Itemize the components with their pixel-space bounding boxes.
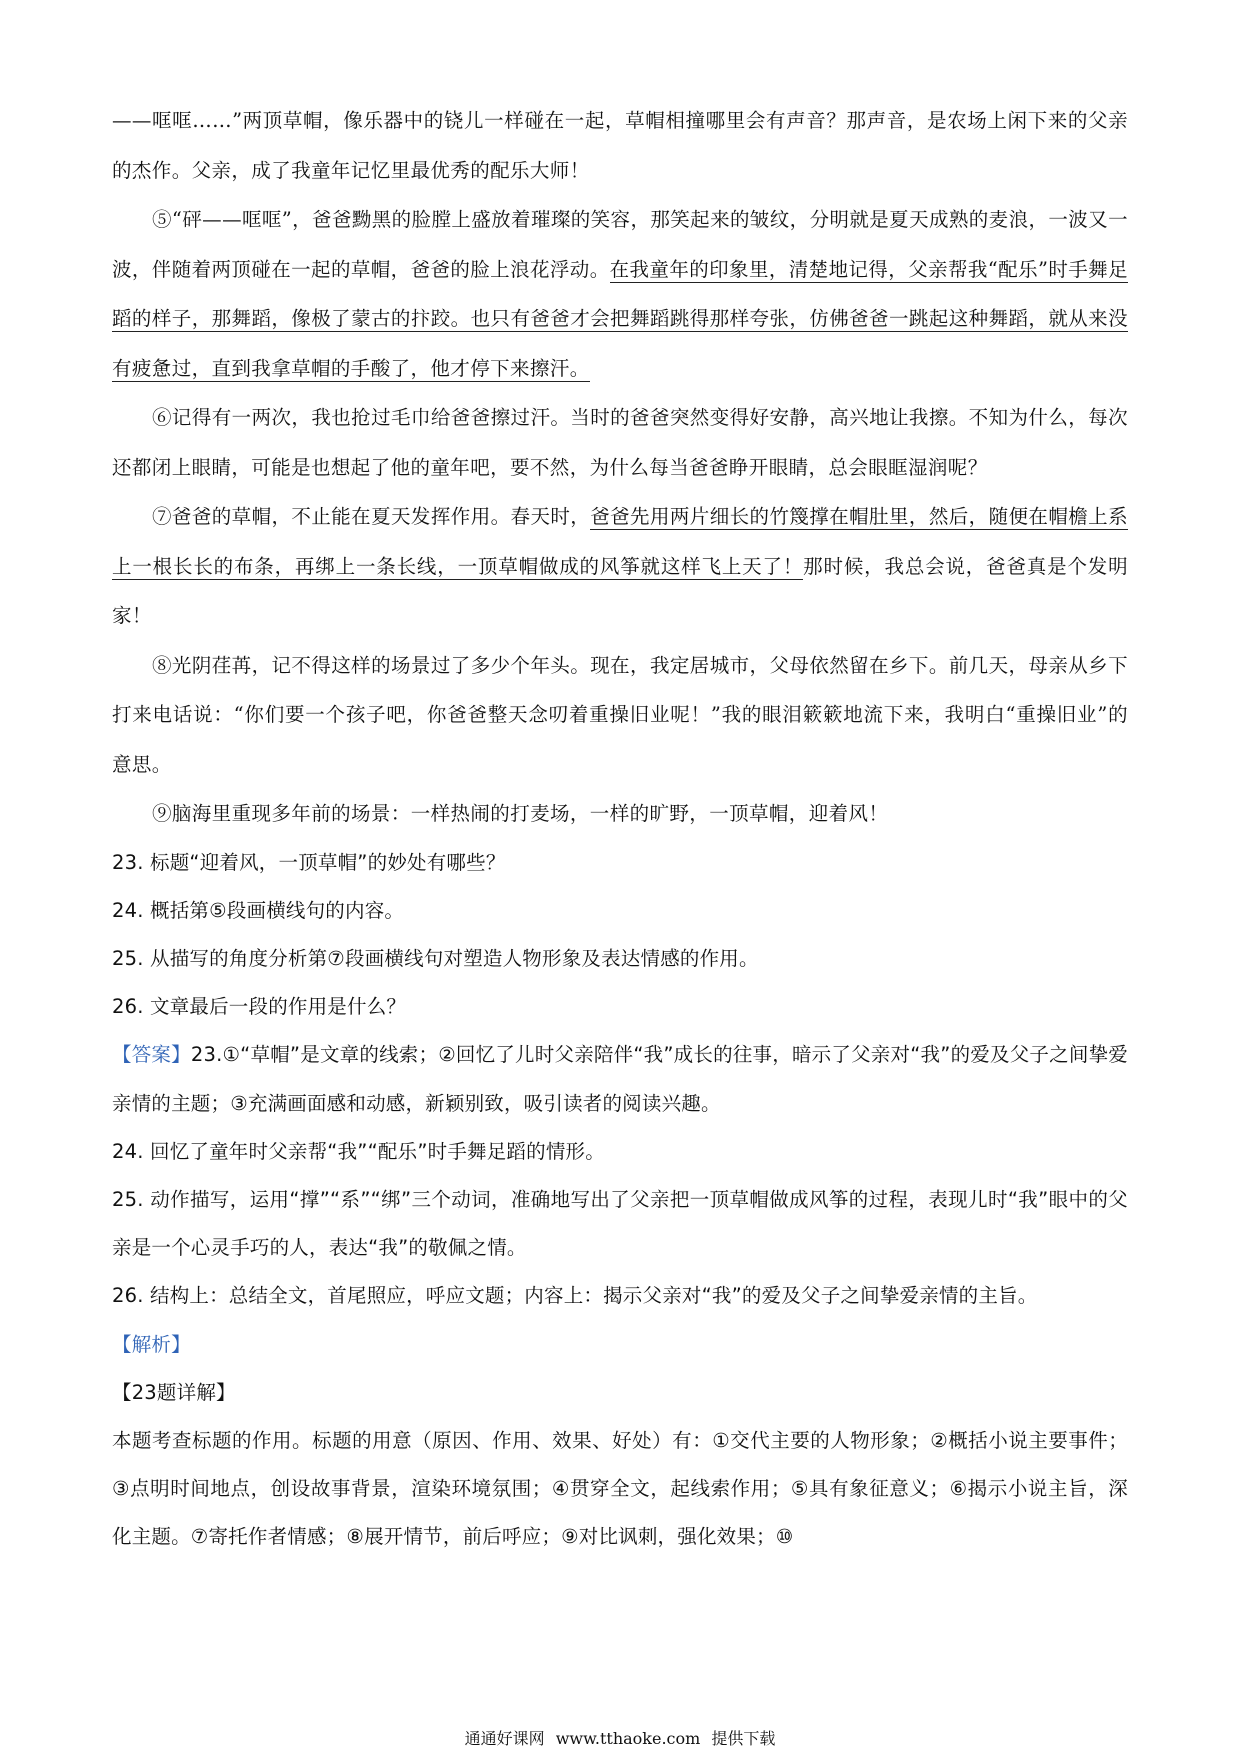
answer-23 — [112, 1031, 1128, 1127]
paragraph-9: ⑨脑海里重现多年前的场景：一样热闹的打麦场，一样的旷野，一顶草帽，迎着风！ — [152, 802, 889, 825]
page-footer — [0, 1726, 1240, 1749]
answer-25: 25. 动作描写，运用“撑”“系”“绑”三个动词，准确地写出了父亲把一顶草帽做成风筝的过程，表现儿时“我”眼中的父亲是一个心灵手巧的人，表达“我”的敬佩之情。 — [112, 1187, 1128, 1260]
answer-26: 26. 结构上：总结全文，首尾照应，呼应文题；内容上：揭示父亲对“我”的爱及父子之间挚爱亲情的主旨。 — [112, 1284, 1038, 1308]
answer-23-text: 23.①“草帽”是文章的线索；②回忆了儿时父亲陪伴“我”成长的往事，暗示了父亲对“我”的爱及父子之间挚爱亲情的主题；③充满画面感和动感，新颖别致，吸引读者的阅读兴趣。 — [112, 1043, 1128, 1115]
paragraph-5-underlined-sentence: 在我童年的印象里，清楚地记得，父亲帮我“配乐”时手舞足蹈的样子，那舞蹈，像极了蒙古的抃跤。也只有爸爸才会把舞蹈跳得那样夸张，仿佛爸爸一跳起这种舞蹈，就从来没有疲惫过，直到我拿草帽的手酸了，他才停下来擦汗。 — [112, 257, 1128, 380]
paragraph-7-text-start: ⑦爸爸的草帽，不止能在夏天发挥作用。春天时， — [152, 505, 591, 528]
footer-url[interactable]: www.tthaoke.com — [555, 1729, 701, 1748]
paragraph-5 — [112, 195, 1128, 393]
footer-suffix: 提供下载 — [711, 1729, 776, 1748]
paragraph-7-underlined-sentence: 爸爸先用两片细长的竹篾撑在帽肚里，然后，随便在帽檐上系上一根长长的布条，再绑上一条长线，一顶草帽做成的风筝就这样飞上天了！ — [112, 505, 1128, 578]
paragraph-4-tail: ——哐哐……”两顶草帽，像乐器中的铙儿一样碰在一起，草帽相撞哪里会有声音？那声音，是农场上闲下来的父亲的杰作。父亲，成了我童年记忆里最优秀的配乐大师！ — [112, 109, 1128, 182]
question-24: 24. 概括第⑤段画横线句的内容。 — [112, 898, 405, 922]
paragraph-7 — [112, 492, 1128, 641]
answer-tag: 【答案】 — [112, 1043, 191, 1067]
analysis-tag-text: 【解析】 — [112, 1332, 191, 1356]
question-26: 26. 文章最后一段的作用是什么？ — [112, 995, 407, 1019]
questions-and-answers — [112, 839, 1128, 1562]
paragraph-6: ⑥记得有一两次，我也抢过毛巾给爸爸擦过汗。当时的爸爸突然变得好安静，高兴地让我擦。不知为什么，每次还都闭上眼睛，可能是也想起了他的童年吧，要不然，为什么每当爸爸睁开眼睛，总会眼眶湿润呢？ — [112, 406, 1128, 479]
paragraph-7-text-end: 那时候，我总会说，爸爸真是个发明家！ — [112, 554, 1128, 627]
analysis-subhead: 【23题详解】 — [112, 1380, 236, 1404]
answer-24: 24. 回忆了童年时父亲帮“我”“配乐”时手舞足蹈的情形。 — [112, 1139, 605, 1163]
reading-passage — [112, 96, 1128, 839]
footer-site-name: 通通好课网 — [464, 1729, 545, 1748]
analysis-tag — [112, 1321, 1128, 1369]
paragraph-8: ⑧光阴荏苒，记不得这样的场景过了多少个年头。现在，我定居城市，父母依然留在乡下。前几天，母亲从乡下打来电话说：“你们要一个孩子吧，你爸爸整天念叨着重操旧业呢！”我的眼泪簌簌地流下来，我明白“重操旧业”的意思。 — [112, 653, 1128, 776]
analysis-text: 本题考查标题的作用。标题的用意（原因、作用、效果、好处）有：①交代主要的人物形象；②概括小说主要事件；③点明时间地点，创设故事背景，渲染环境氛围；④贯穿全文，起线索作用；⑤具有象征意义；⑥揭示小说主旨，深化主题。⑦寄托作者情感；⑧展开情节，前后呼应；⑨对比讽刺，强化效果；⑩ — [112, 1428, 1128, 1549]
question-25: 25. 从描写的角度分析第⑦段画横线句对塑造人物形象及表达情感的作用。 — [112, 946, 759, 970]
question-23: 23. 标题“迎着风，一顶草帽”的妙处有哪些？ — [112, 850, 506, 874]
paragraph-5-text: ⑤“砰——哐哐”，爸爸黝黑的脸膛上盛放着璀璨的笑容，那笑起来的皱纹，分明就是夏天成熟的麦浪，一波又一波，伴随着两顶碰在一起的草帽，爸爸的脸上浪花浮动。 — [112, 208, 1128, 281]
